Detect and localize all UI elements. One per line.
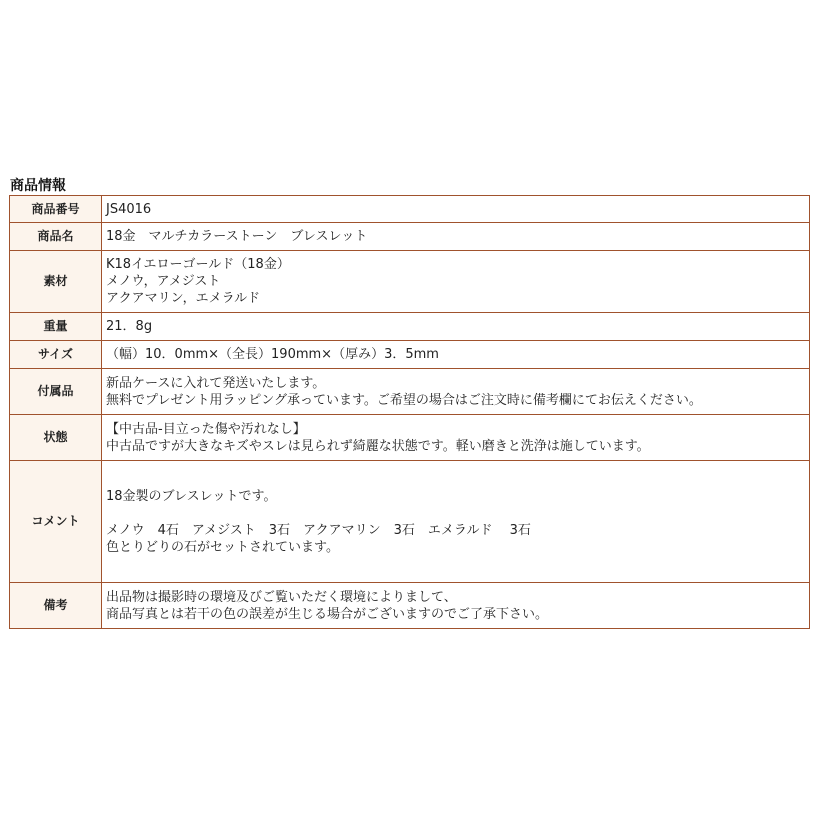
accessories-line: 新品ケースに入れて発送いたします。: [106, 375, 326, 391]
row-value-condition: [102, 415, 810, 461]
product-number: JS4016: [106, 201, 152, 217]
row-label-notes: 備考: [10, 583, 102, 629]
notes-line: 商品写真とは若干の色の誤差が生じる場合がございますのでご了承下さい。: [106, 606, 549, 622]
accessories-line: 無料でプレゼント用ラッピング承っています。ご希望の場合はご注文時に備考欄にてお伝えください。: [106, 392, 702, 408]
condition-line: 中古品ですが大きなキズやスレは見られず綺麗な状態です。軽い磨きと洗浄は施しています。: [106, 438, 650, 454]
size-value: （幅）10．0mm×（全長）190mm×（厚み）3．5mm: [106, 347, 439, 362]
comment-line: メノウ 4石 アメジスト 3石 アクアマリン 3石 エメラルド 3石: [106, 522, 531, 538]
table-row: [10, 415, 810, 461]
row-value-accessories: [102, 369, 810, 415]
comment-line: 色とりどりの石がセットされています。: [106, 539, 339, 555]
material-line: アクアマリン，エメラルド: [106, 291, 261, 306]
row-value-size: [102, 341, 810, 369]
row-label-accessories: 付属品: [10, 369, 102, 415]
table-row: [10, 196, 810, 223]
row-value-notes: [102, 583, 810, 629]
comment-spacer: [106, 505, 809, 522]
table-row: [10, 223, 810, 251]
row-label-product-number: 商品番号: [10, 196, 102, 223]
row-value-material: [102, 251, 810, 313]
table-row: [10, 251, 810, 313]
condition-line: 【中古品-目立った傷や汚れなし】: [106, 421, 306, 437]
row-label-product-name: 商品名: [10, 223, 102, 251]
row-label-comment: コメント: [10, 461, 102, 583]
material-line: K18イエローゴールド（18金）: [106, 257, 290, 272]
row-label-size: サイズ: [10, 341, 102, 369]
section-title: 商品情報: [10, 178, 66, 194]
material-line: メノウ，アメジスト: [106, 274, 221, 289]
table-row: [10, 369, 810, 415]
product-name: 18金 マルチカラーストーン ブレスレット: [106, 229, 368, 244]
table-row: [10, 313, 810, 341]
table-row: [10, 461, 810, 583]
row-value-product-name: [102, 223, 810, 251]
weight-value: 21．8g: [106, 319, 153, 334]
table-row: [10, 583, 810, 629]
notes-line: 出品物は撮影時の環境及びご覧いただく環境によりまして、: [106, 589, 457, 605]
row-label-material: 素材: [10, 251, 102, 313]
row-label-weight: 重量: [10, 313, 102, 341]
comment-line: 18金製のブレスレットです。: [106, 488, 277, 504]
product-info-table: [9, 195, 810, 629]
row-value-weight: [102, 313, 810, 341]
row-value-comment: [102, 461, 810, 583]
row-label-condition: 状態: [10, 415, 102, 461]
table-row: [10, 341, 810, 369]
row-value-product-number: [102, 196, 810, 223]
